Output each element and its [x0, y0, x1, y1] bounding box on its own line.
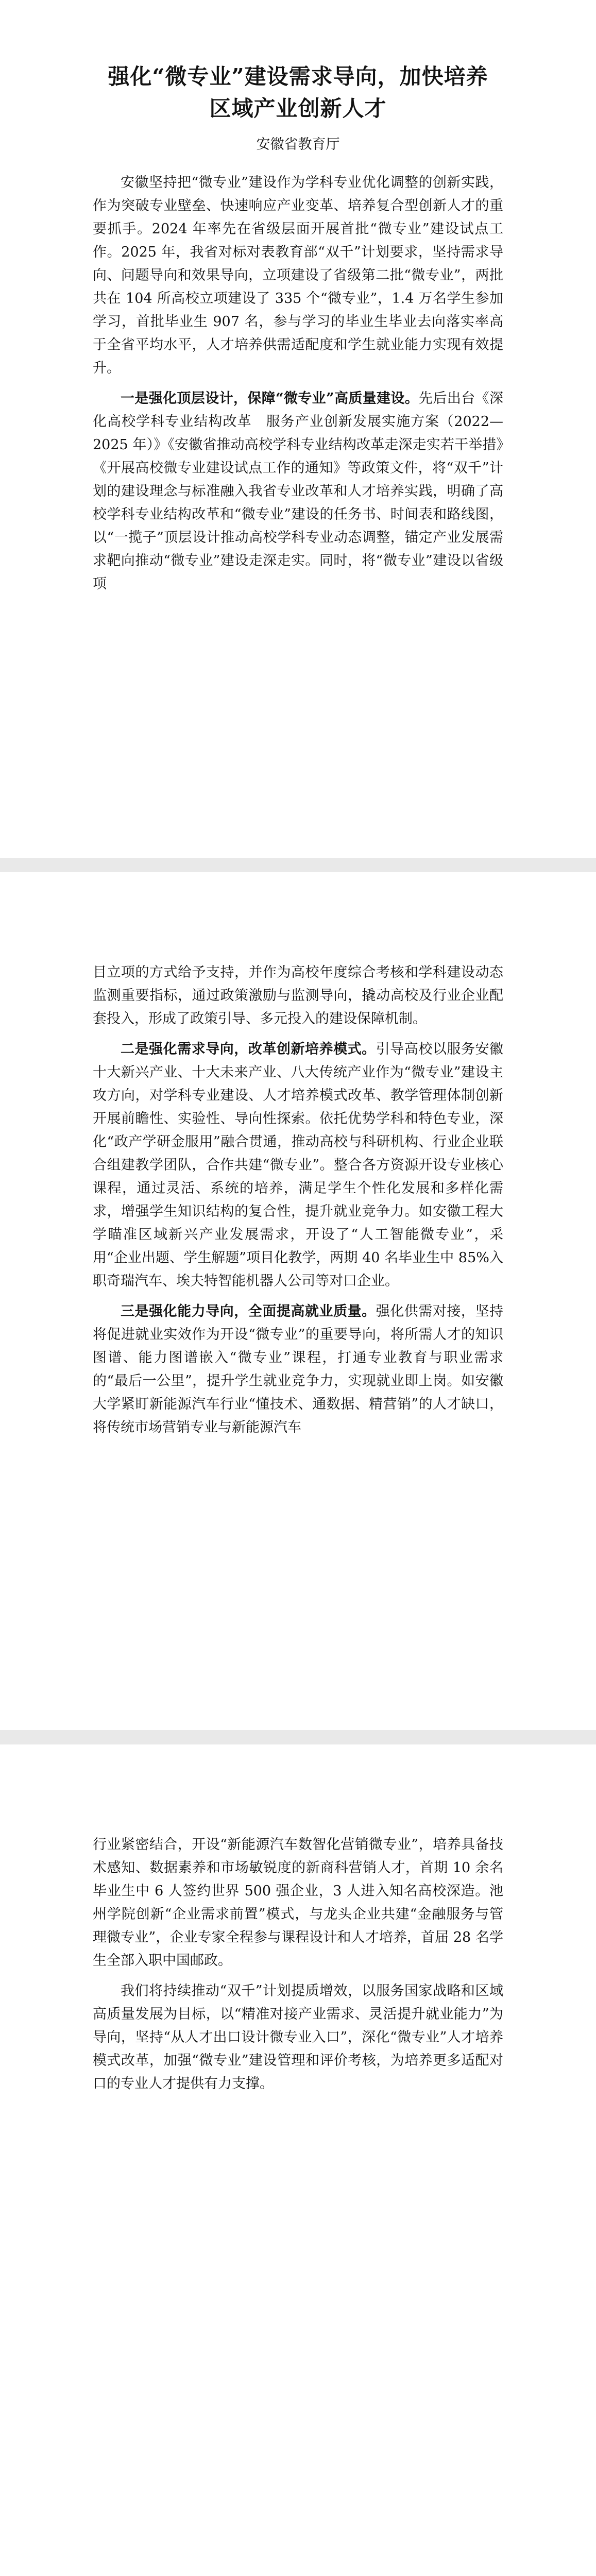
article-title-line-1: 强化“微专业”建设需求导向，加快培养: [108, 64, 488, 89]
paragraph-point-two: [93, 1038, 503, 1293]
point-two-heading: 二是强化需求导向，改革创新培养模式。: [121, 1041, 376, 1057]
point-one-heading: 一是强化顶层设计，保障“微专业”高质量建设。: [121, 391, 419, 406]
paragraph-point-one-continued: 目立项的方式给予支持，并作为高校年度综合考核和学科建设动态监测重要指标，通过政策激励与监测导向，撬动高校及行业企业配套投入，形成了政策引导、多元投入的建设保障机制。: [93, 964, 503, 1027]
paragraph-point-three: [93, 1300, 503, 1439]
paragraph-point-one: [93, 387, 503, 596]
point-three-body: 强化供需对接，坚持将促进就业实效作为开设“微专业”的重要导向，将所需人才的知识图谱、能力图谱嵌入“微专业”课程，打通专业教育与职业需求的“最后一公里”，提升学生就业竞争力，实现就业即上岗。如安徽大学紧盯新能源汽车行业“懂技术、通数据、精营销”的人才缺口，将传统市场营销专业与新能源汽车: [93, 1303, 504, 1435]
paragraph-point-three-continued: 行业紧密结合，开设“新能源汽车数智化营销微专业”，培养具备技术感知、数据素养和市场敏锐度的新商科营销人才，首期 10 余名毕业生中 6 人签约世界 500 强企业，3 人进入知名高校深造。池州学院创新“企业需求前置”模式，与龙头企业共建“金融服务与管理微专业”，企业专家全程参与课程设计和人才培养，首届 28 名学生全部入职中国邮政。: [93, 1837, 503, 1969]
document-page-3: [0, 1744, 596, 2576]
document-page-1: [0, 0, 596, 858]
paragraph-intro: 安徽坚持把“微专业”建设作为学科专业优化调整的创新实践，作为突破专业壁垒、快速响应产业变革、培养复合型创新人才的重要抓手。2024 年率先在省级层面开展首批“微专业”建设试点工作。2025 年，我省对标对表教育部“双千”计划要求，坚持需求导向、问题导向和效果导向，立项建设了省级第二批“微专业”，两批共在 104 所高校立项建设了 335 个“微专业”，1.4 万名学生参加学习，首批毕业生 907 名，参与学习的毕业生毕业去向落实率高于全省平均水平，人才培养供需适配度和学生就业能力实现有效提升。: [93, 175, 503, 376]
point-one-body: 先后出台《深化高校学科专业结构改革 服务产业创新发展实施方案（2022—2025 年）》《安徽省推动高校学科专业结构改革走深走实若干举措》《开展高校微专业建设试点工作的通知》等政策文件，将“双千”计划的建设理念与标准融入我省专业改革和人才培养实践，明确了高校学科专业结构改革和“微专业”建设的任务书、时间表和路线图，以“一揽子”顶层设计推动高校学科专业动态调整，锚定产业发展需求靶向推动“微专业”建设走深走实。同时，将“微专业”建设以省级项: [93, 391, 504, 592]
document-page-2: [0, 872, 596, 1730]
article-title: [93, 61, 503, 125]
article-title-line-2: 区域产业创新人才: [209, 96, 387, 121]
point-three-heading: 三是强化能力导向，全面提高就业质量。: [121, 1303, 376, 1319]
paragraph-conclusion: 我们将持续推动“双千”计划提质增效，以服务国家战略和区域高质量发展为目标，以“精准对接产业需求、灵活提升就业能力”为导向，坚持“从人才出口设计微专业入口”，深化“微专业”人才培养模式改革，加强“微专业”建设管理和评价考核，为培养更多适配对口的专业人才提供有力支撑。: [93, 1983, 503, 2092]
point-two-body: 引导高校以服务安徽十大新兴产业、十大未来产业、八大传统产业作为“微专业”建设主攻方向，对学科专业建设、人才培养模式改革、教学管理体制创新开展前瞻性、实验性、导向性探索。依托优势学科和特色专业，深化“政产学研金服用”融合贯通，推动高校与科研机构、行业企业联合组建教学团队，合作共建“微专业”。整合各方资源开设专业核心课程，通过灵活、系统的培养，满足学生个性化发展和多样化需求，增强学生知识结构的复合性，提升就业竞争力。如安徽工程大学瞄准区域新兴产业发展需求，开设了“人工智能微专业”，采用“企业出题、学生解题”项目化教学，两期 40 名毕业生中 85%入职奇瑞汽车、埃夫特智能机器人公司等对口企业。: [93, 1041, 504, 1289]
article-author: 安徽省教育厅: [256, 137, 340, 152]
